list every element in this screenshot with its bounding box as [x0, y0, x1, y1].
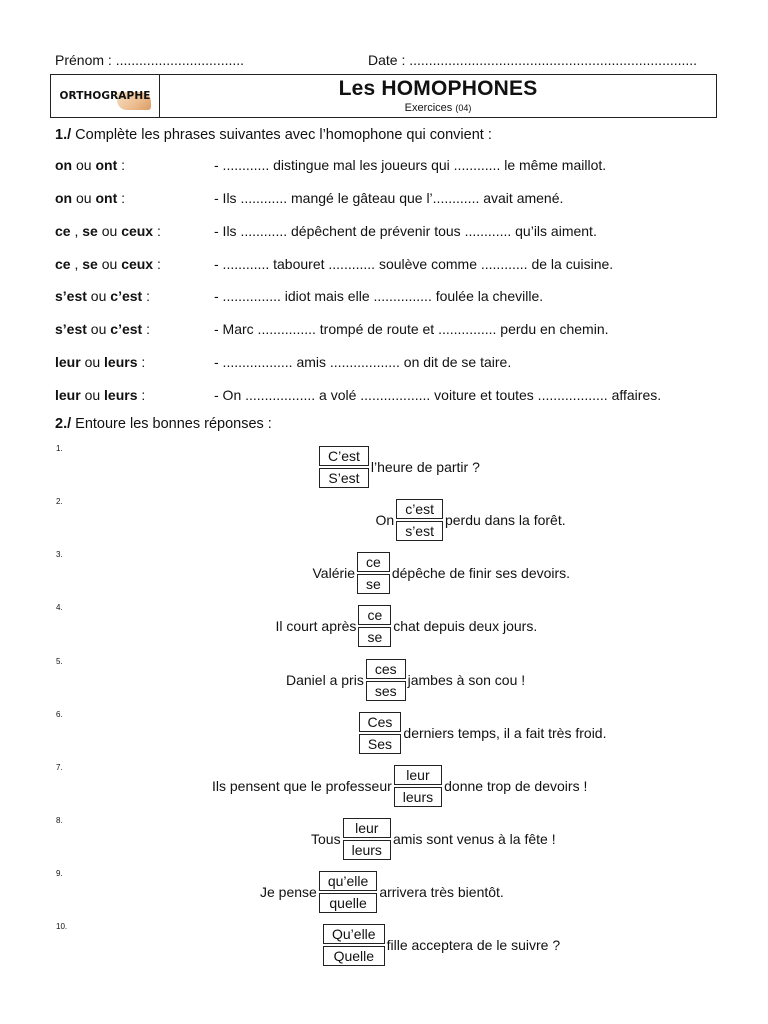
- choice-option-1[interactable]: qu’elle: [319, 871, 377, 891]
- page-subtitle: Exercices (04): [404, 102, 472, 114]
- exercise-1-row: [0, 223, 768, 243]
- choice-option-1[interactable]: C’est: [319, 446, 369, 466]
- choice-group: [358, 605, 391, 647]
- exercise-2-item: [0, 710, 768, 756]
- exercise-2-item: [0, 657, 768, 703]
- item-number: 3.: [56, 550, 63, 559]
- date-field[interactable]: Date : ..........................................................................: [368, 52, 698, 68]
- choice-sentence: [357, 710, 607, 756]
- homophone-label: ce , se ou ceux :: [55, 256, 161, 272]
- choice-option-1[interactable]: Ces: [359, 712, 402, 732]
- choice-sentence: [313, 550, 571, 596]
- choice-sentence: [286, 657, 525, 703]
- exercise-2-item: [0, 763, 768, 809]
- exercise-2-item: [0, 922, 768, 968]
- fill-in-sentence[interactable]: - Marc ............... trompé de route et ............... perdu en chemin.: [214, 321, 609, 337]
- fill-in-sentence[interactable]: - Ils ............ mangé le gâteau que l’............ avait amené.: [214, 190, 564, 206]
- sentence-after: perdu dans la forêt.: [444, 512, 566, 528]
- homophone-label: s’est ou c’est :: [55, 321, 150, 337]
- choice-option-1[interactable]: ce: [358, 605, 391, 625]
- sentence-before: Valérie: [312, 565, 356, 581]
- choice-group: [319, 871, 377, 913]
- exercise-1-row: [0, 321, 768, 341]
- choice-sentence: [276, 603, 538, 649]
- prenom-field[interactable]: Prénom : .................................: [55, 52, 245, 68]
- homophone-label: s’est ou c’est :: [55, 288, 150, 304]
- item-number: 7.: [56, 763, 63, 772]
- sentence-before: Tous: [311, 831, 341, 847]
- fill-in-sentence[interactable]: - ............ tabouret ............ soulève comme ............ de la cuisine.: [214, 256, 614, 272]
- choice-sentence: [260, 869, 504, 915]
- choice-option-1[interactable]: ces: [366, 659, 406, 679]
- homophone-label: leur ou leurs :: [55, 354, 146, 370]
- choice-option-2[interactable]: ses: [366, 681, 406, 701]
- sentence-before: Il court après: [275, 618, 357, 634]
- choice-group: [343, 818, 391, 860]
- choice-group: [359, 712, 402, 754]
- sentence-after: arrivera très bientôt.: [379, 884, 504, 900]
- choice-sentence: [321, 922, 560, 968]
- choice-option-2[interactable]: quelle: [319, 893, 377, 913]
- item-number: 1.: [56, 444, 63, 453]
- choice-option-2[interactable]: leurs: [394, 787, 442, 807]
- homophone-label: leur ou leurs :: [55, 387, 146, 403]
- choice-sentence: [212, 763, 587, 809]
- exercise-2-item: [0, 603, 768, 649]
- choice-option-2[interactable]: se: [358, 627, 391, 647]
- choice-sentence: [311, 816, 556, 862]
- orthographe-logo: [51, 75, 160, 117]
- sentence-before: Je pense: [260, 884, 317, 900]
- choice-group: [394, 765, 442, 807]
- sentence-after: derniers temps, il a fait très froid.: [403, 725, 607, 741]
- fill-in-sentence[interactable]: - Ils ............ dépêchent de prévenir tous ............ qu’ils aiment.: [214, 223, 597, 239]
- choice-option-2[interactable]: leurs: [343, 840, 391, 860]
- exercise-2-title: 2./ Entoure les bonnes réponses :: [55, 416, 272, 432]
- choice-group: [366, 659, 406, 701]
- fill-in-sentence[interactable]: - .................. amis .................. on dit de se taire.: [214, 354, 512, 370]
- choice-option-1[interactable]: Qu’elle: [323, 924, 385, 944]
- exercise-2-item: [0, 444, 768, 490]
- exercise-2-item: [0, 869, 768, 915]
- sentence-after: jambes à son cou !: [407, 672, 526, 688]
- homophone-label: on ou ont :: [55, 157, 126, 173]
- choice-group: [319, 446, 369, 488]
- exercise-1-title: 1./ Complète les phrases suivantes avec l’homophone qui convient :: [55, 127, 492, 143]
- sentence-after: donne trop de devoirs !: [444, 778, 588, 794]
- choice-group: [357, 552, 390, 594]
- choice-group: [323, 924, 385, 966]
- sentence-after: amis sont venus à la fête !: [392, 831, 556, 847]
- sentence-after: fille acceptera de le suivre ?: [386, 937, 561, 953]
- sentence-before: Daniel a pris: [286, 672, 364, 688]
- title-box: [50, 74, 717, 118]
- item-number: 8.: [56, 816, 63, 825]
- choice-option-1[interactable]: leur: [394, 765, 442, 785]
- fill-in-sentence[interactable]: - On .................. a volé .................. voiture et toutes .................. affaires.: [214, 387, 662, 403]
- logo-text: ORTHOGRAPHE: [59, 90, 151, 102]
- sentence-after: l’heure de partir ?: [370, 459, 480, 475]
- sentence-after: chat depuis deux jours.: [393, 618, 538, 634]
- exercise-1-row: [0, 387, 768, 407]
- choice-option-1[interactable]: leur: [343, 818, 391, 838]
- item-number: 6.: [56, 710, 63, 719]
- choice-option-2[interactable]: Quelle: [323, 946, 385, 966]
- exercise-1-row: [0, 288, 768, 308]
- exercise-1-row: [0, 157, 768, 177]
- exercise-2-item: [0, 816, 768, 862]
- item-number: 2.: [56, 497, 63, 506]
- exercise-1-row: [0, 256, 768, 276]
- choice-option-2[interactable]: S’est: [319, 468, 369, 488]
- item-number: 5.: [56, 657, 63, 666]
- sentence-before: Ils pensent que le professeur: [212, 778, 392, 794]
- item-number: 10.: [56, 922, 68, 931]
- choice-option-1[interactable]: ce: [357, 552, 390, 572]
- choice-option-1[interactable]: c’est: [396, 499, 443, 519]
- exercise-2-item: [0, 550, 768, 596]
- page-title: Les HOMOPHONES: [338, 77, 538, 100]
- choice-option-2[interactable]: se: [357, 574, 390, 594]
- homophone-label: on ou ont :: [55, 190, 126, 206]
- exercise-1-row: [0, 354, 768, 374]
- fill-in-sentence[interactable]: - ............... idiot mais elle ............... foulée la cheville.: [214, 288, 544, 304]
- choice-sentence: [317, 444, 480, 490]
- choice-group: [396, 499, 443, 541]
- sentence-before: On: [375, 512, 395, 528]
- exercise-2-item: [0, 497, 768, 543]
- exercise-1-row: [0, 190, 768, 210]
- choice-sentence: [376, 497, 566, 543]
- choice-option-2[interactable]: Ses: [359, 734, 402, 754]
- item-number: 9.: [56, 869, 63, 878]
- sentence-after: dépêche de finir ses devoirs.: [391, 565, 571, 581]
- homophone-label: ce , se ou ceux :: [55, 223, 161, 239]
- item-number: 4.: [56, 603, 63, 612]
- fill-in-sentence[interactable]: - ............ distingue mal les joueurs qui ............ le même maillot.: [214, 157, 607, 173]
- choice-option-2[interactable]: s’est: [396, 521, 443, 541]
